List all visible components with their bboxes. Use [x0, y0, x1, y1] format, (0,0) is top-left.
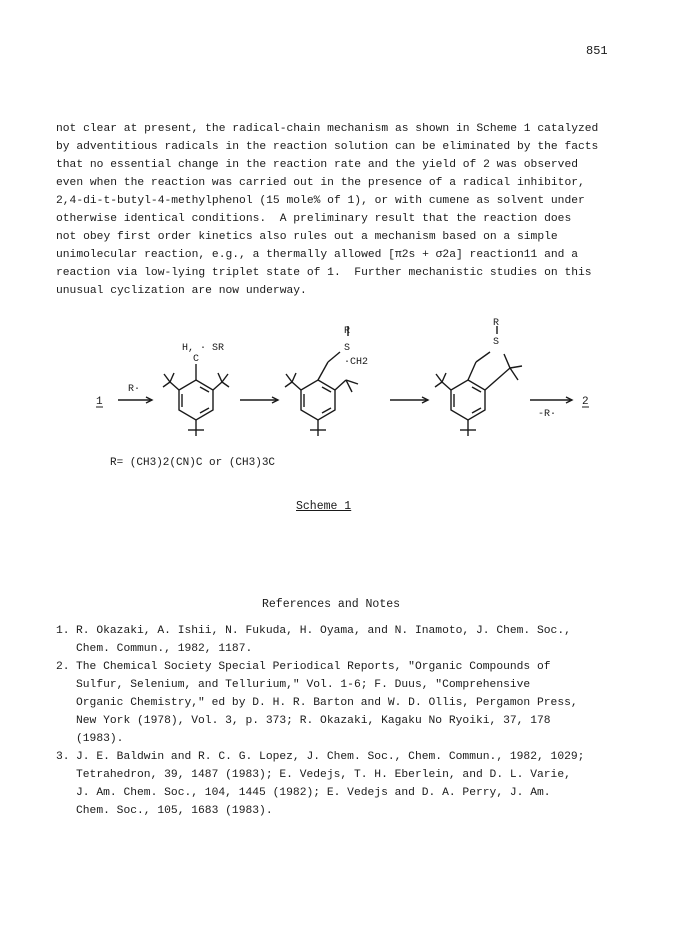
reference-item	[56, 622, 646, 658]
reference-item	[56, 748, 646, 820]
reference-line: (1983).	[76, 733, 124, 745]
scheme-caption: Scheme 1	[296, 500, 352, 513]
intermediate2-r: R	[344, 326, 351, 337]
intermediate2-s: S	[344, 343, 351, 354]
body-line: otherwise identical conditions. A preliminary result that the reaction does	[56, 213, 572, 225]
reference-number: 3.	[56, 751, 70, 763]
reference-item	[56, 658, 646, 748]
reference-line: J. E. Baldwin and R. C. G. Lopez, J. Chem. Soc., Chem. Commun., 1982, 1029;	[76, 751, 585, 763]
reaction-scheme	[90, 312, 630, 462]
product-label: 2	[582, 396, 589, 408]
reference-line: R. Okazaki, A. Ishii, N. Fukuda, H. Oyama, and N. Inamoto, J. Chem. Soc.,	[76, 625, 571, 637]
body-line: 2,4-di-t-butyl-4-methylphenol (15 mole% of 1), or with cumene as solvent under	[56, 195, 585, 207]
intermediate1-substituents: H, · SR	[182, 343, 225, 354]
body-line: unusual cyclization are now underway.	[56, 285, 307, 297]
start-compound-label: 1	[96, 396, 103, 408]
reference-line: The Chemical Society Special Periodical Reports, "Organic Compounds of	[76, 661, 551, 673]
reference-line: Chem. Soc., 105, 1683 (1983).	[76, 805, 273, 817]
radical-label: R·	[128, 384, 141, 395]
intermediate3-s: S	[493, 337, 500, 348]
body-line: unimolecular reaction, e.g., a thermally allowed [π2s + σ2a] reaction11 and a	[56, 249, 579, 261]
body-line: that no essential change in the reaction rate and the yield of 2 was observed	[56, 159, 579, 171]
references-list	[56, 622, 646, 820]
reference-line: New York (1978), Vol. 3, p. 373; R. Okazaki, Kagaku No Ryoiki, 37, 178	[76, 715, 551, 727]
body-line: not clear at present, the radical-chain mechanism as shown in Scheme 1 catalyzed	[56, 123, 599, 135]
intermediate2-ch2: ·CH2	[344, 357, 369, 368]
reference-number: 2.	[56, 661, 70, 673]
reference-line: Organic Chemistry," ed by D. H. R. Barton and W. D. Ollis, Pergamon Press,	[76, 697, 578, 709]
reference-line: Chem. Commun., 1982, 1187.	[76, 643, 253, 655]
body-line: even when the reaction was carried out in the presence of a radical inhibitor,	[56, 177, 585, 189]
intermediate3-r: R	[493, 318, 500, 329]
body-line: reaction via low-lying triplet state of 1. Further mechanistic studies on this	[56, 267, 592, 279]
r-definition: R= (CH3)2(CN)C or (CH3)3C	[110, 457, 276, 469]
references-heading: References and Notes	[262, 598, 401, 611]
body-paragraph	[56, 120, 632, 300]
page-number: 851	[586, 44, 608, 58]
reference-line: Tetrahedron, 39, 1487 (1983); E. Vedejs, T. H. Eberlein, and D. L. Varie,	[76, 769, 571, 781]
intermediate1-center: C	[193, 354, 200, 365]
loss-label: -R·	[538, 409, 557, 420]
reference-line: J. Am. Chem. Soc., 104, 1445 (1982); E. Vedejs and D. A. Perry, J. Am.	[76, 787, 551, 799]
body-line: by adventitious radicals in the reaction solution can be eliminated by the facts	[56, 141, 599, 153]
reference-line: Sulfur, Selenium, and Tellurium," Vol. 1-6; F. Duus, "Comprehensive	[76, 679, 531, 691]
reference-number: 1.	[56, 625, 70, 637]
scheme-drawing	[90, 312, 630, 462]
body-line: not obey first order kinetics also rules out a mechanism based on a simple	[56, 231, 558, 243]
